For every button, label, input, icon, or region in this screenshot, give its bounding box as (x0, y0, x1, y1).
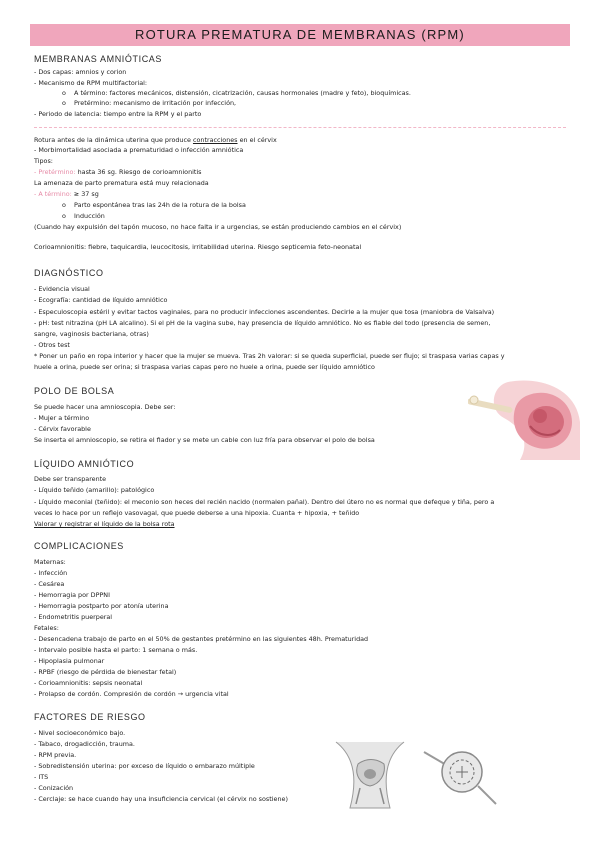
page-title: ROTURA PREMATURA DE MEMBRANAS (RPM) (135, 27, 465, 42)
text-line: Corioamnionitis: fiebre, taquicardia, leucocitosis, irritabilidad uterina. Riesgo septicemia feto-neonatal (34, 243, 362, 251)
bullet-sub-item: o Parto espontánea tras las 24h de la rotura de la bolsa (62, 201, 246, 209)
text-line: - RPBF (riesgo de pérdida de bienestar fetal) (34, 668, 177, 676)
text-line: Maternas: (34, 558, 66, 566)
underlined-text: contracciones (192, 136, 238, 144)
heading-membranas: MEMBRANAS AMNIÓTICAS (34, 54, 163, 64)
text-line: - Desencadena trabajo de parto en el 50% de gestantes pretérmino en las siguientes 48h. Prematuridad (34, 635, 369, 643)
text-line: Tipos: (34, 157, 53, 165)
bullet-sub-text: Inducción (74, 212, 105, 220)
text-line: Debe ser transparente (34, 475, 107, 483)
text-line: - Periodo de latencia: tiempo entre la RPM y el parto (34, 110, 202, 118)
text-line: - Líquido meconial (teñido): el meconio son heces del recién nacido (normalen pañal). Dentro del útero no es normal que defeque y tiña, pero a (34, 498, 495, 506)
bullet-sub-item: o Inducción (62, 212, 105, 220)
title-banner (30, 24, 570, 46)
text-line: - Mujer a término (34, 414, 90, 422)
text-line: Se puede hacer una amnioscopia. Debe ser: (34, 403, 176, 411)
text-line: Fetales: (34, 624, 59, 632)
text-line: - Cerclaje: se hace cuando hay una insuficiencia cervical (el cérvix no sostiene) (34, 795, 288, 803)
text-line: - Especuloscopia estéril y evitar tactos vaginales, para no producir infecciones ascendentes. Decirle a la mujer que tosa (maniobra de Valsalva) (34, 308, 495, 316)
text-line: veces lo hace por un reflejo vasovagal, que puede deberse a una hipoxia. Cuanta + hipoxia, + teñido (34, 509, 360, 517)
text-line: - pH: test nitrazina (pH LA alcalino). Si el pH de la vagina sube, hay presencia de líquido amniótico. No es fiable del todo (presencia de semen, (34, 319, 491, 327)
text-line: - Mecanismo de RPM multifactorial: (34, 79, 148, 87)
text-line: - RPM previa. (34, 751, 77, 759)
bullet-sub-text: A término: factores mecánicos, distensión, cicatrización, causas hormonales (madre y feto), bioquímicas. (74, 89, 411, 97)
text-line: - Ecografía: cantidad de líquido amniótico (34, 296, 168, 304)
text-line: - Otros test (34, 341, 70, 349)
heading-complicaciones: COMPLICACIONES (34, 541, 124, 551)
text-line: - Hipoplasia pulmonar (34, 657, 105, 665)
text-line (34, 135, 277, 145)
text-line: - Líquido teñido (amarillo): patológico (34, 486, 155, 494)
text-line: - Intervalo posible hasta el parto: 1 semana o más. (34, 646, 198, 654)
bullet-sub-text: Pretérmino: mecanismo de irritación por infección, (74, 99, 237, 107)
text-line: - Cérvix favorable (34, 425, 91, 433)
text-fragment: en el cérvix (237, 136, 277, 144)
text-line: - Endometritis puerperal (34, 613, 113, 621)
text-line: - Corioamnionitis: sepsis neonatal (34, 679, 143, 687)
bullet-sub-item: o A término: factores mecánicos, distensión, cicatrización, causas hormonales (madre y feto), bioquímicas. (62, 89, 411, 97)
text-line: - Conización (34, 784, 74, 792)
bullet-sub-text: Parto espontánea tras las 24h de la rotura de la bolsa (74, 201, 246, 209)
text-line: - Evidencia visual (34, 285, 90, 293)
text-line (34, 189, 99, 199)
text-line: Se inserta el amnioscopio, se retira el fiador y se mete un cable con luz fría para observar el polo de bolsa (34, 436, 375, 444)
text-line: - Cesárea (34, 580, 65, 588)
text-line: - Dos capas: amnios y corion (34, 68, 127, 76)
heading-diagnostico: DIAGNÓSTICO (34, 268, 104, 278)
text-fragment: Rotura antes de la dinámica uterina que produce (34, 136, 193, 144)
text-line: - Hemorragia postparto por atonía uterina (34, 602, 169, 610)
dashed-divider (34, 127, 566, 128)
text-line: - Nivel socioeconómico bajo. (34, 729, 126, 737)
heading-factores-de-riesgo: FACTORES DE RIESGO (34, 712, 146, 722)
text-line: - Prolapso de cordón. Compresión de cordón → urgencia vital (34, 690, 229, 698)
text-line: La amenaza de parto prematura está muy relacionada (34, 179, 209, 187)
cerclage-illustration (330, 738, 410, 812)
text-line: - Hemorragia por DPPNI (34, 591, 110, 599)
text-line: - Sobredistensión uterina: por exceso de líquido o embarazo múltiple (34, 762, 255, 770)
heading-liquido-amniotico: LÍQUIDO AMNIÓTICO (34, 459, 135, 469)
bullet-sub-item: o Pretérmino: mecanismo de irritación por infección, (62, 99, 237, 107)
heading-polo-de-bolsa: POLO DE BOLSA (34, 386, 115, 396)
text-line: (Cuando hay expulsión del tapón mucoso, no hace falta ir a urgencias, se están produciendo cambios en el cérvix) (34, 223, 402, 231)
text-fragment: ≥ 37 sg (71, 190, 99, 198)
text-line: sangre, vaginosis bacteriana, otras) (34, 330, 149, 338)
pink-label: - Pretérmino: (34, 168, 76, 176)
text-line: - Infección (34, 569, 68, 577)
text-line: huele a orina, puede ser orina; si traspasa varias capas pero no huele a orina, puede ser líquido amniótico (34, 363, 375, 371)
pink-label: - A término: (34, 190, 72, 198)
text-line: - ITS (34, 773, 49, 781)
text-fragment: hasta 36 sg. Riesgo de corioamnionitis (75, 168, 202, 176)
cervical-suture-illustration (420, 742, 500, 806)
underlined-note: Valorar y registrar el líquido de la bolsa rota (34, 520, 175, 528)
text-line: - Tabaco, drogadicción, trauma. (34, 740, 135, 748)
text-line (34, 167, 202, 177)
text-line: - Morbimortalidad asociada a prematuridad o infección amniótica (34, 146, 244, 154)
amnioscopy-illustration (468, 378, 580, 460)
text-line: * Poner un paño en ropa interior y hacer que la mujer se mueva. Tras 2h valorar: si se queda superficial, puede ser flujo; si traspasa varias capas y (34, 352, 505, 360)
